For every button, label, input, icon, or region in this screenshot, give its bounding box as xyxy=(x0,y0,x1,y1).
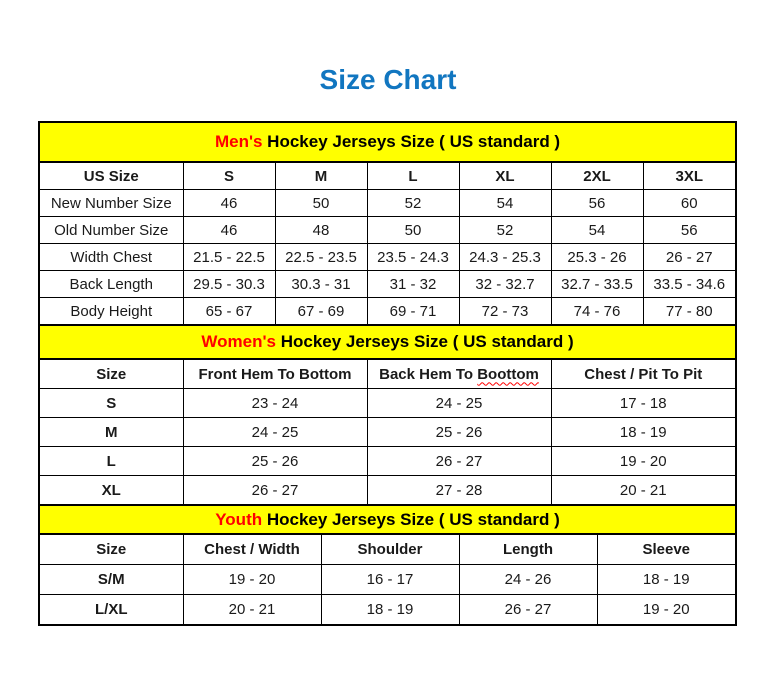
value-cell: 19 - 20 xyxy=(183,565,321,595)
table-row xyxy=(39,271,736,298)
value-cell: 69 - 71 xyxy=(367,298,459,326)
back-hem-prefix: Back Hem To xyxy=(379,365,478,383)
value-cell: 29.5 - 30.3 xyxy=(183,271,275,298)
col-header-cell: Sleeve xyxy=(597,534,736,565)
mens-section-header-row xyxy=(39,122,736,162)
row-label-cell: XL xyxy=(39,476,183,506)
col-header-cell: Front Hem To Bottom xyxy=(183,359,367,389)
value-cell: 56 xyxy=(551,190,643,217)
col-header-cell: Chest / Width xyxy=(183,534,321,565)
size-chart-tables xyxy=(38,121,735,626)
value-cell: 22.5 - 23.5 xyxy=(275,244,367,271)
row-label-cell: M xyxy=(39,418,183,447)
row-label-cell: Body Height xyxy=(39,298,183,326)
value-cell: 50 xyxy=(367,217,459,244)
value-cell: 56 xyxy=(643,217,736,244)
value-cell: 67 - 69 xyxy=(275,298,367,326)
value-cell: 26 - 27 xyxy=(183,476,367,506)
row-label-cell: L xyxy=(39,447,183,476)
table-row xyxy=(39,244,736,271)
value-cell: 19 - 20 xyxy=(551,447,736,476)
womens-size-table xyxy=(38,324,737,506)
youth-section-header xyxy=(39,505,736,534)
value-cell: 52 xyxy=(367,190,459,217)
table-row xyxy=(39,190,736,217)
table-row xyxy=(39,595,736,626)
value-cell: 25 - 26 xyxy=(183,447,367,476)
value-cell: 18 - 19 xyxy=(597,565,736,595)
youth-size-table xyxy=(38,504,737,626)
value-cell: 72 - 73 xyxy=(459,298,551,326)
value-cell: 74 - 76 xyxy=(551,298,643,326)
value-cell: 20 - 21 xyxy=(183,595,321,626)
mens-section-highlight: Men's xyxy=(214,132,263,151)
col-header-cell: Chest / Pit To Pit xyxy=(551,359,736,389)
table-row xyxy=(39,447,736,476)
col-header-cell: Size xyxy=(39,534,183,565)
value-cell: 33.5 - 34.6 xyxy=(643,271,736,298)
col-header-cell: L xyxy=(367,162,459,190)
value-cell: 26 - 27 xyxy=(643,244,736,271)
row-label-cell: Old Number Size xyxy=(39,217,183,244)
col-header-cell: Shoulder xyxy=(321,534,459,565)
value-cell: 26 - 27 xyxy=(367,447,551,476)
value-cell: 46 xyxy=(183,190,275,217)
womens-section-header xyxy=(39,325,736,359)
womens-section-highlight: Women's xyxy=(201,332,276,351)
value-cell: 20 - 21 xyxy=(551,476,736,506)
womens-section-header-row xyxy=(39,325,736,359)
col-header-cell: XL xyxy=(459,162,551,190)
value-cell: 18 - 19 xyxy=(551,418,736,447)
col-header-cell: 3XL xyxy=(643,162,736,190)
value-cell: 77 - 80 xyxy=(643,298,736,326)
value-cell: 21.5 - 22.5 xyxy=(183,244,275,271)
value-cell: 48 xyxy=(275,217,367,244)
value-cell: 18 - 19 xyxy=(321,595,459,626)
table-row xyxy=(39,298,736,326)
col-header-cell: S xyxy=(183,162,275,190)
row-label-cell: S/M xyxy=(39,565,183,595)
table-row xyxy=(39,565,736,595)
value-cell: 26 - 27 xyxy=(459,595,597,626)
value-cell: 19 - 20 xyxy=(597,595,736,626)
womens-section-title-rest: Hockey Jerseys Size ( US standard ) xyxy=(275,332,574,351)
mens-size-table xyxy=(38,121,737,326)
value-cell: 31 - 32 xyxy=(367,271,459,298)
row-label-cell: S xyxy=(39,389,183,418)
value-cell: 24 - 25 xyxy=(183,418,367,447)
value-cell: 52 xyxy=(459,217,551,244)
table-row xyxy=(39,217,736,244)
table-row xyxy=(39,389,736,418)
value-cell: 54 xyxy=(459,190,551,217)
row-label-cell: L/XL xyxy=(39,595,183,626)
value-cell: 50 xyxy=(275,190,367,217)
back-hem-misspelled-word: Boottom xyxy=(477,365,539,383)
value-cell: 24.3 - 25.3 xyxy=(459,244,551,271)
youth-column-header-row xyxy=(39,534,736,565)
value-cell: 23 - 24 xyxy=(183,389,367,418)
youth-section-title-rest: Hockey Jerseys Size ( US standard ) xyxy=(262,509,560,529)
youth-section-header-row xyxy=(39,505,736,534)
value-cell: 30.3 - 31 xyxy=(275,271,367,298)
value-cell: 16 - 17 xyxy=(321,565,459,595)
col-header-cell: Length xyxy=(459,534,597,565)
value-cell: 17 - 18 xyxy=(551,389,736,418)
value-cell: 25.3 - 26 xyxy=(551,244,643,271)
col-header-cell: Size xyxy=(39,359,183,389)
col-header-cell: 2XL xyxy=(551,162,643,190)
col-header-cell: M xyxy=(275,162,367,190)
col-header-cell-misspelled xyxy=(367,359,551,389)
value-cell: 32 - 32.7 xyxy=(459,271,551,298)
value-cell: 65 - 67 xyxy=(183,298,275,326)
row-label-cell: New Number Size xyxy=(39,190,183,217)
value-cell: 25 - 26 xyxy=(367,418,551,447)
womens-column-header-row xyxy=(39,359,736,389)
mens-section-title-rest: Hockey Jerseys Size ( US standard ) xyxy=(262,132,561,151)
page-title: Size Chart xyxy=(319,64,457,95)
table-row xyxy=(39,476,736,506)
value-cell: 24 - 25 xyxy=(367,389,551,418)
value-cell: 60 xyxy=(643,190,736,217)
value-cell: 23.5 - 24.3 xyxy=(367,244,459,271)
mens-column-header-row xyxy=(39,162,736,190)
row-label-cell: Back Length xyxy=(39,271,183,298)
value-cell: 54 xyxy=(551,217,643,244)
value-cell: 32.7 - 33.5 xyxy=(551,271,643,298)
value-cell: 24 - 26 xyxy=(459,565,597,595)
value-cell: 46 xyxy=(183,217,275,244)
table-row xyxy=(39,418,736,447)
col-header-cell: US Size xyxy=(39,162,183,190)
mens-section-header xyxy=(39,122,736,162)
youth-section-highlight: Youth xyxy=(215,509,263,529)
row-label-cell: Width Chest xyxy=(39,244,183,271)
value-cell: 27 - 28 xyxy=(367,476,551,506)
